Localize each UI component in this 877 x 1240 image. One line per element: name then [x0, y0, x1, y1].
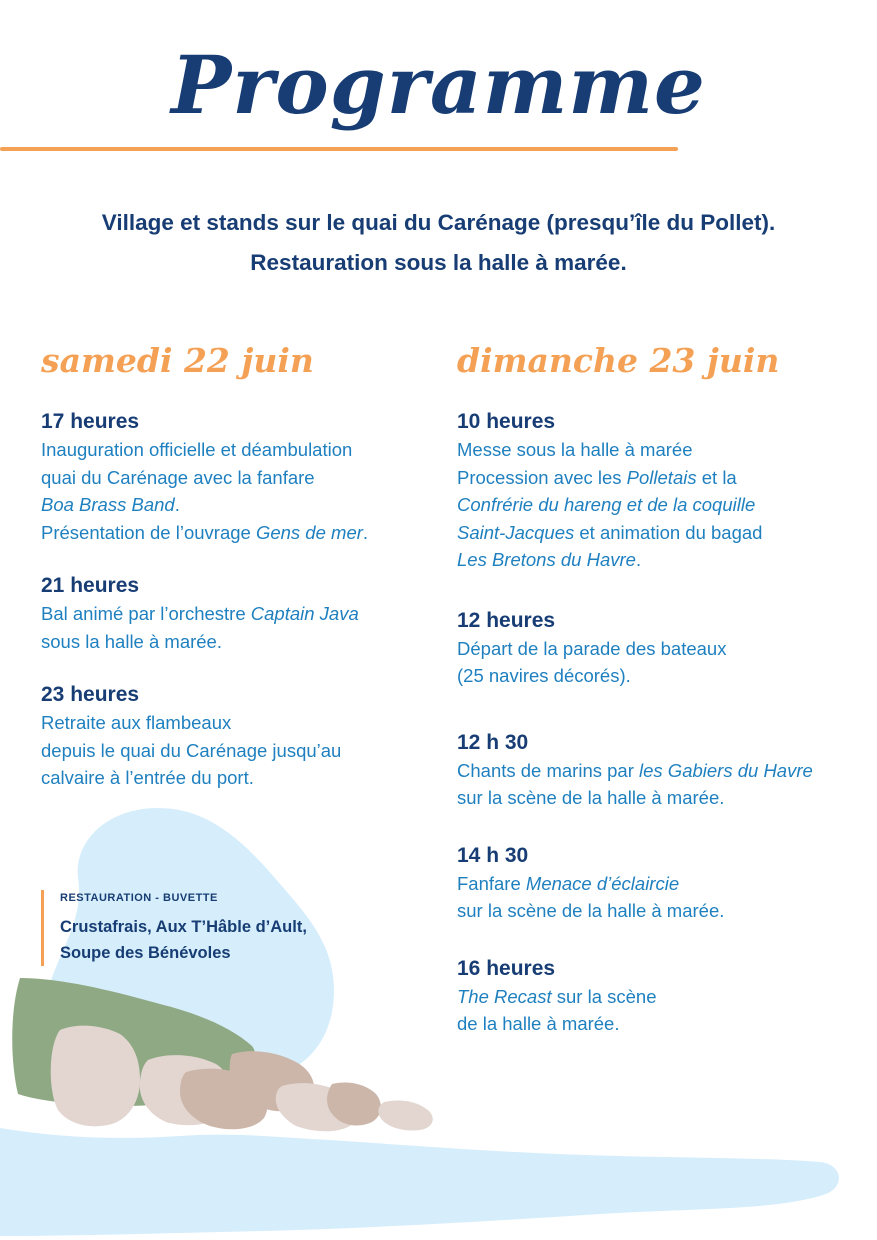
desc-line: sous la halle à marée.	[41, 630, 222, 652]
desc-italic: les Gabiers du Havre	[639, 759, 813, 781]
restauration-line: Soupe des Bénévoles	[60, 944, 231, 962]
desc-line: calvaire à l’entrée du port.	[41, 767, 254, 788]
event-description	[41, 436, 421, 546]
event-time: 12 heures	[457, 608, 556, 632]
intro	[0, 203, 877, 283]
event-time: 10 heures	[457, 410, 556, 433]
saturday-column	[41, 338, 421, 792]
desc-italic: Polletais	[626, 466, 697, 488]
event-time: 17 heures	[41, 410, 140, 433]
desc-line: Retraite aux flambeaux	[41, 712, 232, 733]
desc-text: Procession avec les	[457, 466, 627, 488]
desc-line	[457, 491, 867, 519]
desc-line	[457, 870, 867, 898]
event-description	[457, 635, 867, 690]
desc-line: Inauguration officielle et déambulation	[41, 439, 353, 460]
desc-italic: Confrérie du hareng et de la coquille	[457, 494, 756, 515]
intro-line-2: Restauration sous la halle à marée.	[250, 250, 627, 275]
event-description	[41, 709, 421, 792]
desc-text: .	[362, 521, 369, 543]
desc-italic: The Recast	[457, 985, 552, 1007]
desc-line: de la halle à marée.	[457, 1013, 620, 1034]
event-description	[457, 870, 867, 925]
desc-line	[457, 757, 867, 785]
desc-text: Présentation de l’ouvrage	[41, 521, 256, 543]
desc-italic: Menace d’éclaircie	[525, 872, 680, 894]
cliff-rock-7	[378, 1100, 432, 1130]
restauration-list	[60, 914, 360, 966]
desc-line	[41, 491, 421, 519]
desc-line	[457, 519, 867, 547]
desc-text: et la	[696, 466, 737, 488]
event-description	[457, 983, 867, 1038]
desc-line	[457, 546, 867, 574]
desc-line: sur la scène de la halle à marée.	[457, 900, 725, 921]
event-sat-17h	[41, 408, 421, 546]
sunday-column	[457, 338, 867, 1038]
event-sat-21h	[41, 572, 421, 655]
event-sun-12h	[457, 607, 867, 690]
sunday-heading: dimanche 23 juin	[457, 341, 780, 380]
desc-line: Messe sous la halle à marée	[457, 439, 693, 460]
event-time: 23 heures	[41, 683, 140, 706]
desc-line	[41, 600, 421, 628]
event-time: 12 h 30	[457, 730, 529, 754]
title-underline	[0, 147, 678, 151]
desc-line: quai du Carénage avec la fanfare	[41, 466, 315, 488]
desc-text: et animation du bagad	[574, 521, 763, 543]
desc-text: Fanfare	[457, 872, 526, 894]
desc-italic: Gens de mer	[255, 521, 363, 543]
event-time: 14 h 30	[457, 843, 529, 867]
desc-line: (25 navires décorés).	[457, 665, 631, 686]
cliff-rock-1	[51, 1026, 140, 1127]
desc-italic: Saint-Jacques	[457, 521, 575, 543]
event-description	[41, 600, 421, 655]
desc-text: .	[174, 494, 180, 515]
desc-line	[457, 983, 867, 1011]
desc-line: depuis le quai du Carénage jusqu’au	[41, 739, 342, 761]
event-time: 21 heures	[41, 574, 140, 597]
desc-text: Chants de marins par	[457, 759, 640, 781]
desc-line: Départ de la parade des bateaux	[457, 637, 727, 659]
event-sun-16h	[457, 955, 867, 1038]
desc-italic: Les Bretons du Havre	[457, 549, 636, 570]
desc-line: sur la scène de la halle à marée.	[457, 787, 725, 808]
event-time: 16 heures	[457, 956, 556, 980]
restauration-box	[41, 890, 360, 966]
desc-text: sur la scène	[551, 985, 657, 1007]
page-title: Programme	[171, 38, 706, 132]
event-sun-14h30	[457, 842, 867, 925]
desc-text: Bal animé par l’orchestre	[41, 603, 251, 624]
desc-line	[41, 519, 421, 547]
desc-italic: Captain Java	[250, 603, 359, 624]
event-sun-12h30	[457, 729, 867, 812]
saturday-heading: samedi 22 juin	[41, 341, 314, 380]
desc-italic: Boa Brass Band	[41, 494, 175, 515]
event-sun-10h	[457, 408, 867, 574]
restauration-line: Crustafrais, Aux T’Hâble d’Ault,	[60, 918, 307, 936]
sea-band	[0, 1128, 839, 1236]
desc-text: .	[635, 549, 642, 570]
event-description	[457, 757, 867, 812]
intro-line-1: Village et stands sur le quai du Carénage (presqu’île du Pollet).	[101, 210, 776, 235]
event-description	[457, 436, 867, 574]
event-sat-23h	[41, 681, 421, 792]
desc-line	[457, 464, 867, 492]
restauration-title: RESTAURATION - BUVETTE	[60, 892, 218, 904]
